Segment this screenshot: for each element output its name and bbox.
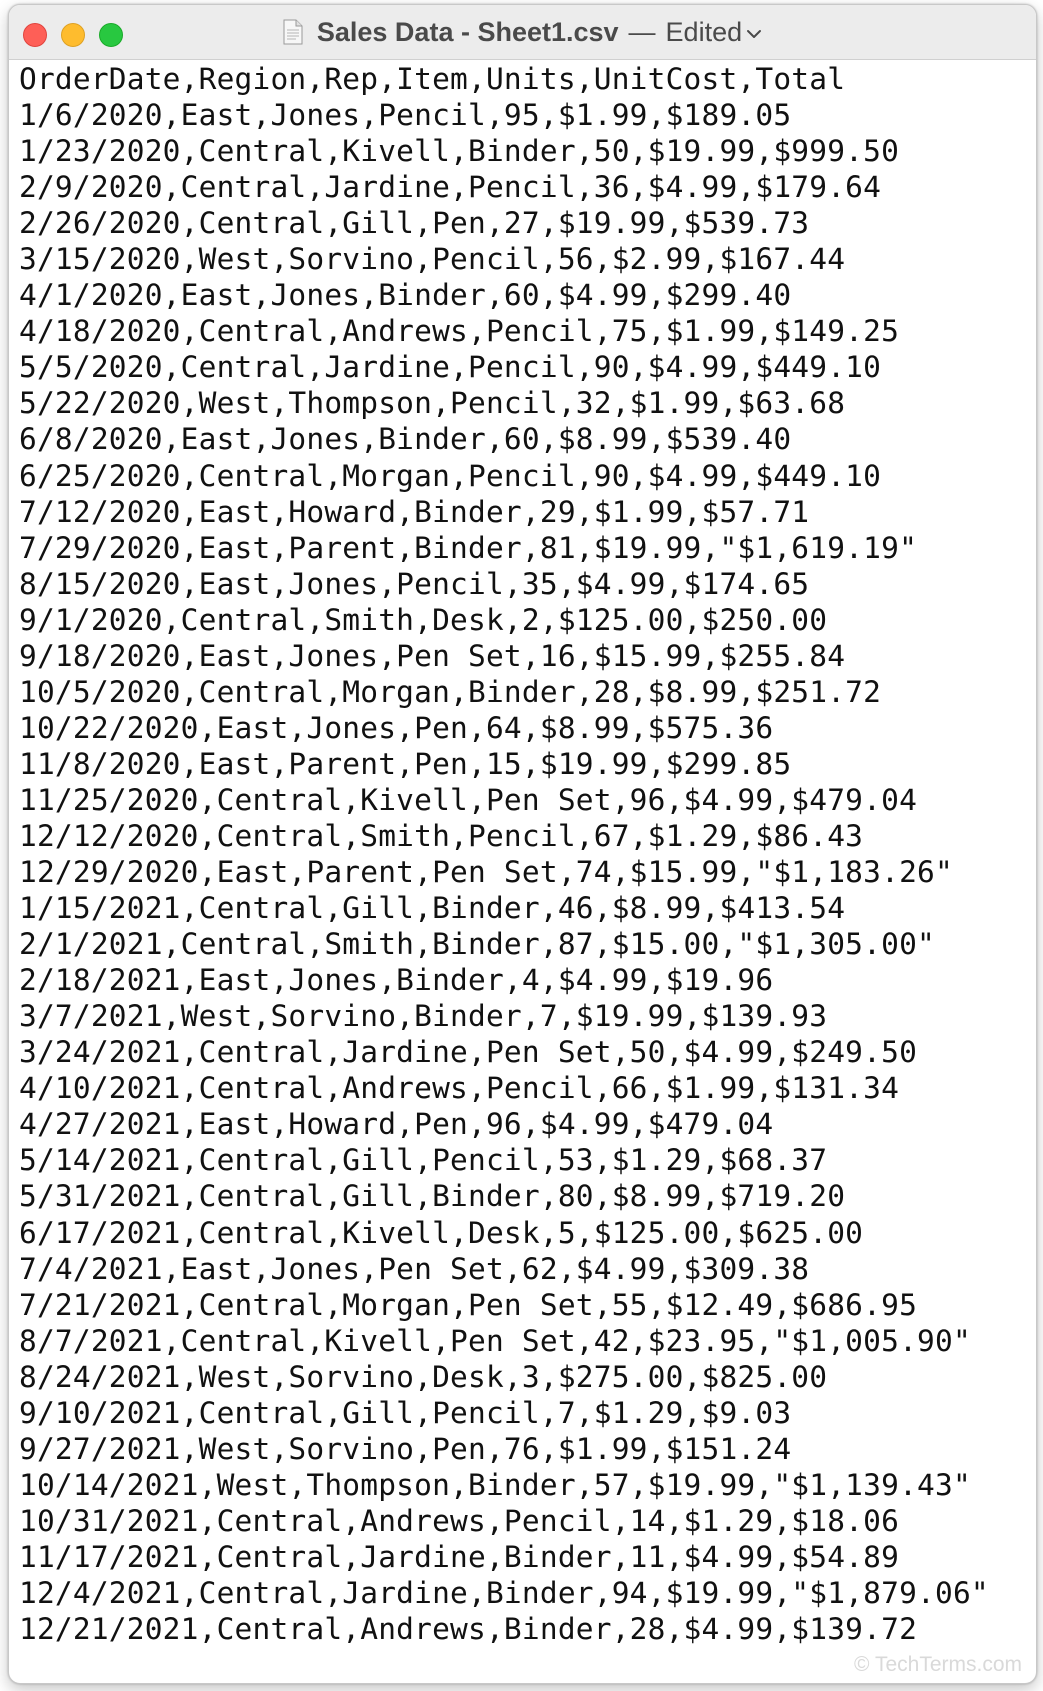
csv-data-line: 6/17/2021,Central,Kivell,Desk,5,$125.00,$625.00	[19, 1215, 864, 1250]
csv-data-line: 4/27/2021,East,Howard,Pen,96,$4.99,$479.04	[19, 1107, 774, 1142]
csv-data-line: 10/22/2020,East,Jones,Pen,64,$8.99,$575.36	[19, 710, 774, 745]
text-editing-area[interactable]	[19, 61, 1026, 1683]
csv-data-line: 9/18/2020,East,Jones,Pen Set,16,$15.99,$255.84	[19, 638, 846, 673]
csv-data-line: 12/4/2021,Central,Jardine,Binder,94,$19.99,"$1,879.06"	[19, 1575, 989, 1610]
csv-data-line: 2/1/2021,Central,Smith,Binder,87,$15.00,"$1,305.00"	[19, 927, 935, 962]
csv-data-line: 8/15/2020,East,Jones,Pencil,35,$4.99,$174.65	[19, 566, 810, 601]
csv-data-line: 5/31/2021,Central,Gill,Binder,80,$8.99,$719.20	[19, 1179, 846, 1214]
csv-data-line: 8/24/2021,West,Sorvino,Desk,3,$275.00,$825.00	[19, 1359, 828, 1394]
csv-data-line: 7/4/2021,East,Jones,Pen Set,62,$4.99,$309.38	[19, 1251, 810, 1286]
csv-data-line: 2/26/2020,Central,Gill,Pen,27,$19.99,$539.73	[19, 206, 810, 241]
window-title-group[interactable]	[9, 5, 1036, 59]
csv-data-line: 4/10/2021,Central,Andrews,Pencil,66,$1.99,$131.34	[19, 1071, 900, 1106]
chevron-down-icon[interactable]	[746, 28, 762, 40]
csv-data-line: 9/1/2020,Central,Smith,Desk,2,$125.00,$250.00	[19, 602, 828, 637]
csv-data-line: 12/12/2020,Central,Smith,Pencil,67,$1.29,$86.43	[19, 818, 864, 853]
csv-data-line: 5/14/2021,Central,Gill,Pencil,53,$1.29,$68.37	[19, 1143, 828, 1178]
csv-data-line: 4/18/2020,Central,Andrews,Pencil,75,$1.99,$149.25	[19, 314, 900, 349]
csv-data-line: 6/25/2020,Central,Morgan,Pencil,90,$4.99,$449.10	[19, 458, 882, 493]
csv-data-line: 3/15/2020,West,Sorvino,Pencil,56,$2.99,$167.44	[19, 242, 846, 277]
csv-data-line: 7/29/2020,East,Parent,Binder,81,$19.99,"$1,619.19"	[19, 530, 918, 565]
csv-data-line: 10/5/2020,Central,Morgan,Binder,28,$8.99,$251.72	[19, 674, 882, 709]
csv-data-line: 1/6/2020,East,Jones,Pencil,95,$1.99,$189.05	[19, 98, 792, 133]
csv-data-line: 3/7/2021,West,Sorvino,Binder,7,$19.99,$139.93	[19, 999, 828, 1034]
csv-data-line: 12/21/2021,Central,Andrews,Binder,28,$4.99,$139.72	[19, 1612, 918, 1647]
csv-data-line: 12/29/2020,East,Parent,Pen Set,74,$15.99,"$1,183.26"	[19, 855, 953, 890]
csv-data-line: 9/10/2021,Central,Gill,Pencil,7,$1.29,$9.03	[19, 1395, 792, 1430]
csv-data-line: 1/23/2020,Central,Kivell,Binder,50,$19.99,$999.50	[19, 134, 900, 169]
csv-data-line: 5/5/2020,Central,Jardine,Pencil,90,$4.99,$449.10	[19, 350, 882, 385]
csv-data-line: 1/15/2021,Central,Gill,Binder,46,$8.99,$413.54	[19, 891, 846, 926]
csv-data-line: 11/8/2020,East,Parent,Pen,15,$19.99,$299.85	[19, 746, 792, 781]
title-bar[interactable]	[9, 5, 1036, 60]
csv-data-line: 6/8/2020,East,Jones,Binder,60,$8.99,$539.40	[19, 422, 792, 457]
csv-data-line: 7/12/2020,East,Howard,Binder,29,$1.99,$57.71	[19, 494, 810, 529]
text-editor-window	[8, 4, 1037, 1684]
csv-data-line: 2/18/2021,East,Jones,Binder,4,$4.99,$19.96	[19, 963, 774, 998]
csv-data-line: 10/14/2021,West,Thompson,Binder,57,$19.99,"$1,139.43"	[19, 1467, 971, 1502]
csv-data-line: 2/9/2020,Central,Jardine,Pencil,36,$4.99,$179.64	[19, 170, 882, 205]
document-icon	[283, 19, 303, 45]
csv-data-line: 11/17/2021,Central,Jardine,Binder,11,$4.99,$54.89	[19, 1539, 900, 1574]
csv-data-line: 9/27/2021,West,Sorvino,Pen,76,$1.99,$151.24	[19, 1431, 792, 1466]
edited-status[interactable]: Edited	[665, 16, 743, 47]
csv-line-list	[19, 61, 1026, 1647]
title-separator: —	[628, 16, 656, 47]
watermark: © TechTerms.com	[854, 1653, 1022, 1676]
csv-data-line: 3/24/2021,Central,Jardine,Pen Set,50,$4.99,$249.50	[19, 1035, 918, 1070]
csv-data-line: 4/1/2020,East,Jones,Binder,60,$4.99,$299.40	[19, 278, 792, 313]
csv-data-line: 11/25/2020,Central,Kivell,Pen Set,96,$4.99,$479.04	[19, 782, 918, 817]
csv-data-line: 7/21/2021,Central,Morgan,Pen Set,55,$12.49,$686.95	[19, 1287, 918, 1322]
csv-data-line: 5/22/2020,West,Thompson,Pencil,32,$1.99,$63.68	[19, 386, 846, 421]
csv-data-line: 10/31/2021,Central,Andrews,Pencil,14,$1.29,$18.06	[19, 1503, 900, 1538]
csv-header-line: OrderDate,Region,Rep,Item,Units,UnitCost,Total	[19, 62, 846, 96]
csv-data-line: 8/7/2021,Central,Kivell,Pen Set,42,$23.95,"$1,005.90"	[19, 1323, 971, 1358]
document-title: Sales Data - Sheet1.csv	[316, 16, 619, 47]
